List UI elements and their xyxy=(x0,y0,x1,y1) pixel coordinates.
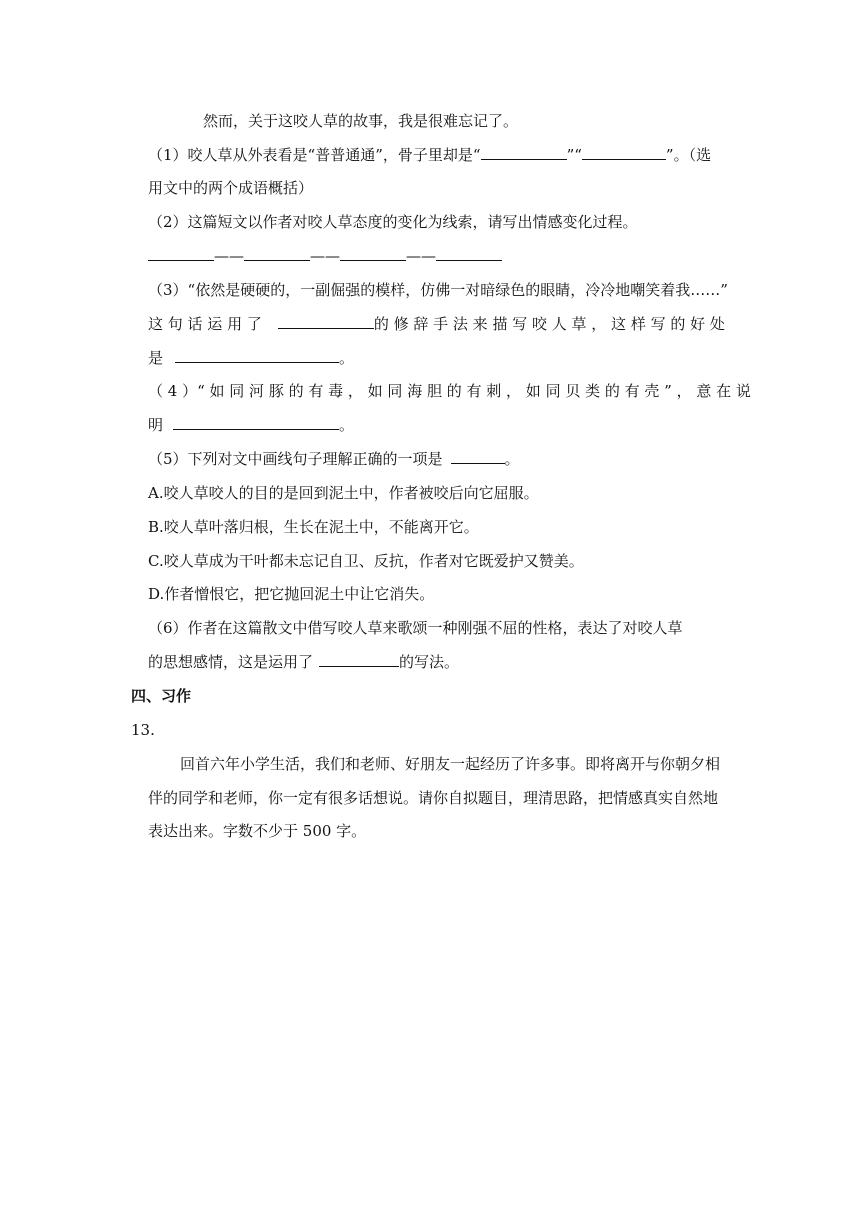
option-c[interactable]: C.咬人草成为干叶都未忘记自卫、反抗，作者对它既爱护又赞美。 xyxy=(148,552,584,570)
question-3-text-c: 是 xyxy=(148,349,164,367)
question-3-line-2 xyxy=(148,313,725,335)
essay-prompt-line-2: 伴的同学和老师，你一定有很多话想说。请你自拟题目，理清思路，把情感真实自然地 xyxy=(148,789,719,807)
question-1-line-2: 用文中的两个成语概括） xyxy=(148,179,314,197)
answer-blank-2a[interactable] xyxy=(148,246,214,261)
question-1-line-1 xyxy=(148,144,711,166)
passage-closing-line: 然而，关于这咬人草的故事，我是很难忘记了。 xyxy=(203,112,519,130)
question-3-line-1: （3）“依然是硬硬的，一副倔强的模样，仿佛一对暗绿色的眼睛，冷冷地嘲笑着我……” xyxy=(148,281,728,299)
question-3-text-a: 这 句 话 运 用 了 xyxy=(148,315,262,333)
question-4-text-b: 。 xyxy=(339,416,355,434)
option-a[interactable]: A.咬人草咬人的目的是回到泥土中，作者被咬后向它屈服。 xyxy=(148,484,539,502)
section-title: 四、习作 xyxy=(131,687,192,705)
answer-blank-4[interactable] xyxy=(173,415,339,430)
option-d[interactable]: D.作者憎恨它，把它抛回泥土中让它消失。 xyxy=(148,585,435,603)
essay-prompt-line-1: 回首六年小学生活，我们和老师、好朋友一起经历了许多事。即将离开与你朝夕相 xyxy=(180,755,721,773)
question-1-text-a: （1）咬人草从外表看是“普普通通”，骨子里却是“ xyxy=(148,146,481,164)
answer-blank-2d[interactable] xyxy=(436,246,502,261)
answer-blank-3b[interactable] xyxy=(175,348,339,363)
question-4-text-a: 明 xyxy=(148,416,164,434)
question-5-stem xyxy=(148,448,520,470)
chain-separator: —— xyxy=(406,247,436,265)
question-5-text-b: 。 xyxy=(504,450,520,468)
chain-separator: —— xyxy=(310,247,340,265)
answer-blank-1b[interactable] xyxy=(582,145,666,160)
answer-blank-1a[interactable] xyxy=(481,145,567,160)
question-1-text-c: ”。（选 xyxy=(665,146,712,164)
question-1-text-b: ”“ xyxy=(566,146,582,164)
answer-blank-6[interactable] xyxy=(319,652,399,667)
answer-blank-5[interactable] xyxy=(451,449,505,464)
essay-prompt-line-3: 表达出来。字数不少于 500 字。 xyxy=(148,822,367,840)
question-3-text-d: 。 xyxy=(339,349,355,367)
question-2-text: （2）这篇短文以作者对咬人草态度的变化为线索，请写出情感变化过程。 xyxy=(148,213,638,231)
question-2-answer-chain xyxy=(148,245,502,267)
answer-blank-3a[interactable] xyxy=(278,314,374,329)
question-number: 13. xyxy=(131,721,155,739)
answer-blank-2b[interactable] xyxy=(244,246,310,261)
question-6-line-1: （6）作者在这篇散文中借写咬人草来歌颂一种刚强不屈的性格，表达了对咬人草 xyxy=(148,619,683,637)
question-3-line-3 xyxy=(148,347,354,369)
answer-blank-2c[interactable] xyxy=(340,246,406,261)
chain-separator: —— xyxy=(214,247,244,265)
question-3-text-b: 的 修 辞 手 法 来 描 写 咬 人 草 ， 这 样 写 的 好 处 xyxy=(373,315,725,333)
question-6-text-b: 的写法。 xyxy=(399,653,460,671)
question-5-text-a: （5）下列对文中画线句子理解正确的一项是 xyxy=(148,450,443,468)
question-4-line-2 xyxy=(148,414,354,436)
question-4-line-1: （ 4 ）“ 如 同 河 豚 的 有 毒 ， 如 同 海 胆 的 有 刺 ， 如 同 贝 类 的 有 壳 ” ， 意 在 说 xyxy=(148,382,751,400)
question-6-text-a: 的思想感情，这是运用了 xyxy=(148,653,314,671)
question-6-line-2 xyxy=(148,651,459,673)
option-b[interactable]: B.咬人草叶落归根，生长在泥土中，不能离开它。 xyxy=(148,518,479,536)
